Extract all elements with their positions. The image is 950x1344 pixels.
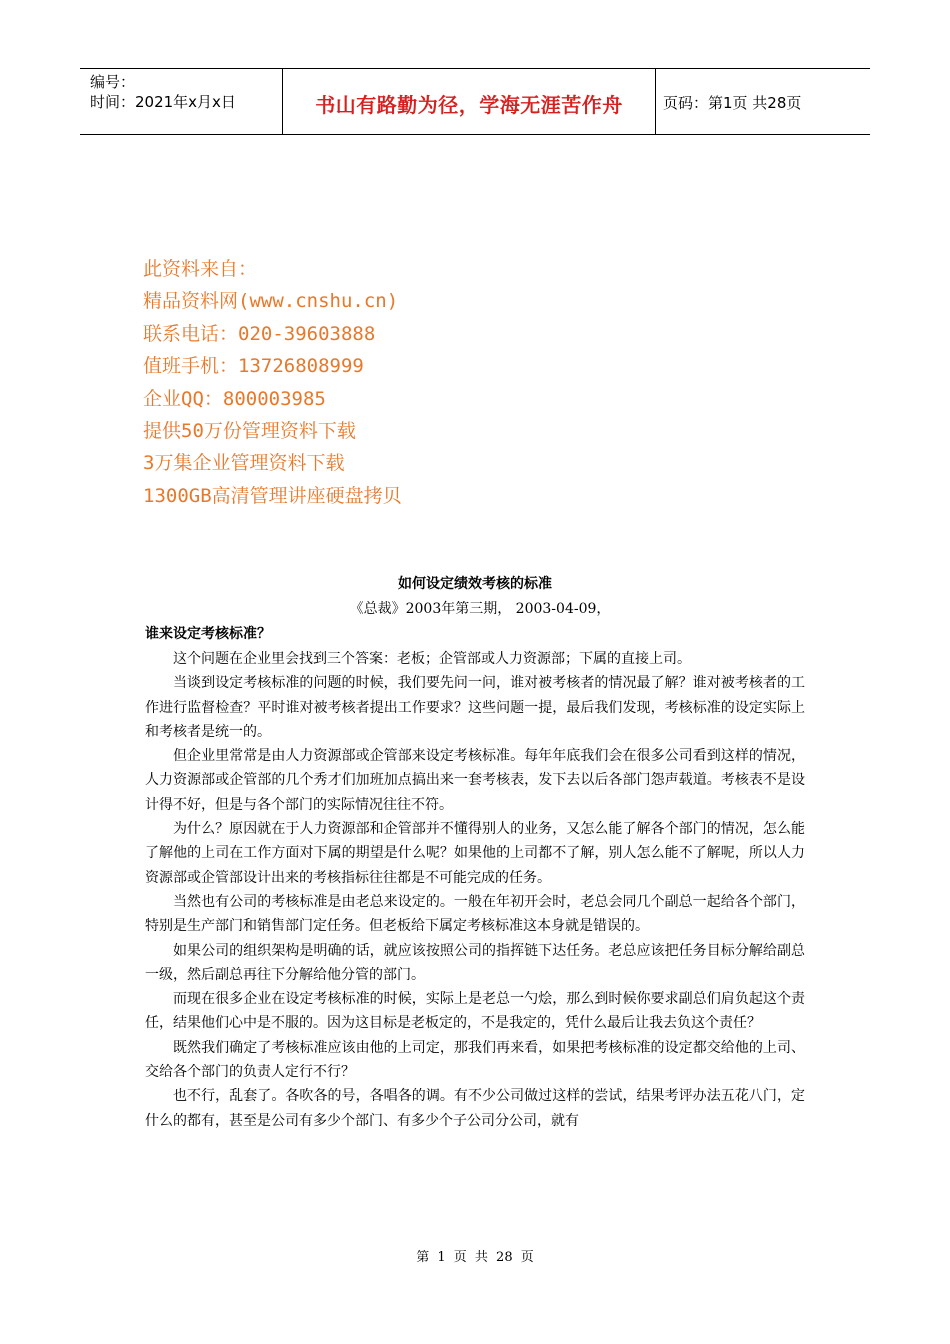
- source-advertisement: [143, 253, 402, 512]
- body-paragraph: 当谈到设定考核标准的问题的时候，我们要先问一问，谁对被考核者的情况最了解？谁对被考核者的工作进行监督检查？平时谁对被考核者提出工作要求？这些问题一提，最后我们发现，考核标准的设定实际上和考核者是统一的。: [145, 675, 805, 740]
- article-title: 如何设定绩效考核的标准: [398, 576, 552, 592]
- body-paragraph: 也不行，乱套了。各吹各的号，各唱各的调。有不少公司做过这样的尝试，结果考评办法五花八门，定什么的都有，甚至是公司有多少个部门、有多少个子公司分公司，就有: [145, 1088, 805, 1129]
- header-meta: [80, 69, 282, 134]
- document-number-label: 编号：: [90, 73, 136, 91]
- body-paragraph: 这个问题在企业里会找到三个答案：老板；企管部或人力资源部；下属的直接上司。: [173, 651, 691, 667]
- ad-line: 企业QQ：800003985: [143, 387, 326, 410]
- page-header: [80, 68, 870, 135]
- header-slogan: 书山有路勤为径，学海无涯苦作舟: [315, 93, 623, 117]
- header-page-cell: [656, 71, 870, 134]
- header-slogan-cell: [282, 69, 656, 134]
- body-paragraph: 如果公司的组织架构是明确的话，就应该按照公司的指挥链下达任务。老总应该把任务目标分解给副总一级，然后副总再往下分解给他分管的部门。: [145, 942, 805, 983]
- ad-line: 精品资料网(www.cnshu.cn): [143, 290, 399, 313]
- ad-line: 此资料来自：: [143, 258, 258, 280]
- page-footer: 第 1 页 共 28 页: [416, 1250, 534, 1265]
- ad-line: 提供50万份管理资料下载: [143, 420, 356, 443]
- ad-line: 值班手机：13726808999: [143, 355, 364, 378]
- body-paragraph: 而现在很多企业在设定考核标准的时候，实际上是老总一勺烩，那么到时候你要求副总们肩负起这个责任，结果他们心中是不服的。因为这目标是老板定的，不是我定的，凭什么最后让我去负这个责任？: [145, 991, 805, 1032]
- ad-line: 联系电话：020-39603888: [143, 322, 376, 345]
- header-page-number: 页码：第1页 共28页: [663, 94, 802, 112]
- ad-line: 3万集企业管理资料下载: [143, 452, 345, 475]
- ad-line: 1300GB高清管理讲座硬盘拷贝: [143, 484, 402, 507]
- article-source: 《总裁》2003年第三期， 2003-04-09，: [349, 601, 611, 617]
- body-paragraph: 既然我们确定了考核标准应该由他的上司定，那我们再来看，如果把考核标准的设定都交给他的上司、交给各个部门的负责人定行不行？: [145, 1039, 805, 1081]
- body-paragraph: 为什么？原因就在于人力资源部和企管部并不懂得别人的业务，又怎么能了解各个部门的情况，怎么能了解他的上司在工作方面对下属的期望是什么呢？如果他的上司都不了解，别人怎么能不了解呢，所以人力资源部或企管部设计出来的考核指标往往都是不可能完成的任务。: [145, 821, 805, 886]
- article-body: [145, 647, 805, 1133]
- body-paragraph: 但企业里常常是由人力资源部或企管部来设定考核标准。每年年底我们会在很多公司看到这样的情况，人力资源部或企管部的几个秀才们加班加点搞出来一套考核表，发下去以后各部门怨声载道。考核表不是设计得不好，但是与各个部门的实际情况往往不符。: [145, 748, 805, 813]
- document-time-label: 时间：2021年x月x日: [90, 93, 236, 111]
- body-paragraph: 当然也有公司的考核标准是由老总来设定的。一般在年初开会时，老总会同几个副总一起给各个部门，特别是生产部门和销售部门定任务。但老板给下属定考核标准这本身就是错误的。: [145, 893, 805, 935]
- section-heading: 谁来设定考核标准？: [145, 626, 271, 642]
